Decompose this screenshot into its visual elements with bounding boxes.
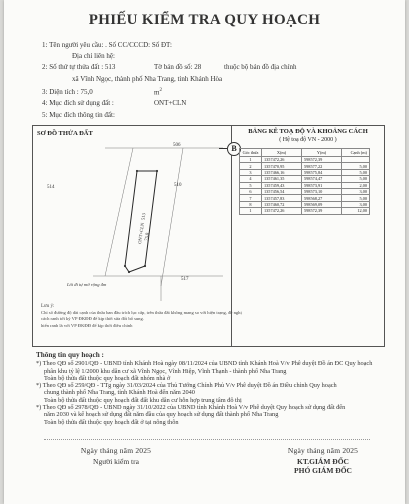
coords-cell: 5,00 [342,163,370,169]
compass-pointer [219,148,227,149]
coords-cell: 1357472,26 [262,208,302,214]
coords-cell: 4 [240,176,262,182]
parcel-number-label: 513 [140,212,147,221]
coords-cell: 598568,27 [302,195,342,201]
coords-cell: 598573,91 [302,182,342,188]
neighbor-boundary [105,148,133,276]
coords-title: BẢNG KÊ TOẠ ĐỘ VÀ KHOẢNG CÁCH ( Hệ toạ độ VN - 2000 ) [233,128,383,144]
plot-section-title: SƠ ĐỒ THỬA ĐẤT [37,130,93,137]
planning-info-title: Thông tin quy hoạch : [36,351,104,359]
coords-cell: 3,00 [342,188,370,194]
planning-conclusion: Toàn bộ thửa đất thuộc quy hoạch đất nhóm nhà ở [44,374,171,382]
coords-cell: 3 [240,169,262,175]
coords-cell: 5,00 [342,169,370,175]
coords-cell: 2,00 [342,182,370,188]
parcel-landuse-label: ONT+CLN [137,222,145,245]
coords-cell: 5 [240,182,262,188]
neighbor-label: 517 [181,277,189,282]
note-line: hiển ranh là với VP ĐKĐĐ để kịp thời điều chỉnh [41,322,133,328]
coords-cell: 1357461,35 [262,176,302,182]
planning-decision-cont: chung thành phố Nha Trang, tỉnh Khánh Hoà đến năm 2040 [44,389,195,397]
plot-frame [32,125,385,347]
director-signature-block [258,446,388,475]
neighbor-label: 510 [174,183,182,188]
document-page [4,0,405,504]
coords-cell: 7 [240,195,262,201]
planning-info [36,352,386,426]
planning-conclusion: Toàn bộ thửa đất thuộc quy hoạch đất đất khu dân cư hỗn hợp trung tâm đô thị [44,396,242,404]
info-purpose-line: 5: Mục đích thông tin đất: [42,110,115,119]
notes-title: Lưu ý: [41,304,55,309]
note-line: Chỉ số đường độ dài cạnh của thửa ban đầu trích lục cấp, trên thửa đất không mang so với hiện trạng, đề nghị [41,310,242,316]
land-use-line: 4: Mục đích sử dụng đất : ONT+CLN [42,99,187,108]
coords-header-row: Góc thửa X(m) Y(m) Cạnh (m) [240,149,370,157]
compass-badge: B [227,142,241,156]
parcel-area-label: 75,0 [143,232,150,242]
coords-cell: 598577,22 [302,163,342,169]
vertex-markers [124,170,158,273]
coords-cell: 598569,09 [302,201,342,207]
address-line: Địa chỉ liên hệ: [72,52,115,61]
request-info [42,40,382,121]
plot-notes [41,304,242,329]
planning-decision: *) Theo QĐ số 259/QĐ - TTg ngày 31/03/2024 của Thủ Tướng Chính Phủ V/v Phê duyệt Đồ án Điều chỉnh Quy hoạch [36,382,337,390]
neighbor-label: 506 [173,143,181,148]
coords-cell: 1357472,26 [262,157,302,163]
coords-cell: 5,00 [342,195,370,201]
coords-cell: 1357457,83 [262,195,302,201]
coords-cell: 5,00 [342,176,370,182]
note-line: cách ranh tới ký VP ĐKĐĐ để kịp thời sửa đổi bổ sung. [41,316,144,322]
director-date: Ngày tháng năm 2025 [287,446,359,455]
road-label: Lối đi tự mở rộng 4m [67,282,107,287]
parcel-number-line: 2: Số thứ tự thửa đất : 513 Tờ bản đồ số: 28 thuộc bộ bản đồ địa chính [42,63,297,72]
coords-cell: 1 [240,157,262,163]
commune-line: xã Vĩnh Ngọc, thành phố Nha Trang, tỉnh Khánh Hòa [72,74,223,83]
planning-decision-cont: năm 2030 và kế hoạch sử dụng đất năm đầu của quy hoạch sử dụng đất thành phố Nha Trang [44,411,279,419]
coords-table [239,148,370,215]
requester-line: 1: Tên người yêu cầu: . Số CC/CCCD: Số ĐT: [42,41,172,49]
director-role: KT.GIÁM ĐỐC [297,457,349,466]
parcel-outline [125,171,157,272]
neighbor-boundary [161,148,183,286]
coords-cell: 2 [240,163,262,169]
area-line: 3: Diện tích : 75,0 $m^2$ [42,87,162,97]
coords-cell: 12,00 [342,208,370,214]
deputy-director-role: PHÓ GIÁM ĐỐC [294,466,352,475]
planning-decision-cont: phân khu tỷ lệ 1/2000 khu dân cư xã Vĩnh Ngọc, Vĩnh Hiệp, Vĩnh Thạnh - thành phố Nha Trang [44,367,287,375]
inspector-signature-block [56,446,176,466]
inspector-role: Người kiểm tra [93,457,139,466]
coords-cell: 598573,10 [302,188,342,194]
coords-cell: 1357460,72 [262,201,302,207]
coords-cell: 1357470,95 [262,163,302,169]
coords-cell: 6 [240,188,262,194]
planning-conclusion: Toàn bộ thửa đất thuộc quy hoạch đất ở tại nông thôn [44,418,179,426]
coords-table-body [240,157,370,215]
inspector-date: Ngày tháng năm 2025 [80,446,152,455]
coords-cell: 1357459,43 [262,182,302,188]
document-title: PHIẾU KIỂM TRA QUY HOẠCH [88,12,321,28]
planning-decision: *) Theo QĐ số 2978/QĐ - UBND ngày 31/10/2022 của UBND tỉnh Khánh Hoà V/v Phê duyệt Quy hoạch sử dụng đất đến [36,404,346,412]
neighbor-label: 514 [47,185,55,190]
coords-cell: 1 [240,208,262,214]
coords-cell: 598574,47 [302,176,342,182]
coords-cell: 8 [240,201,262,207]
planning-decision: *) Theo QĐ số 2901/QĐ - UBND tỉnh Khánh Hoà ngày 08/11/2024 của UBND tỉnh Khánh Hoà V/v Phê duyệt Đồ án ĐC Quy hoạch [36,360,373,368]
coords-cell: 3,00 [342,201,370,207]
coords-subtitle: ( Hệ toạ độ VN - 2000 ) [279,137,337,143]
coords-row [240,208,370,214]
coords-cell: 1357456,54 [262,188,302,194]
coords-cell: 598572,39 [302,208,342,214]
coords-cell: 1357466,16 [262,169,302,175]
coords-cell: 598575,84 [302,169,342,175]
divider [44,439,370,440]
coords-cell: 598572,39 [302,157,342,163]
